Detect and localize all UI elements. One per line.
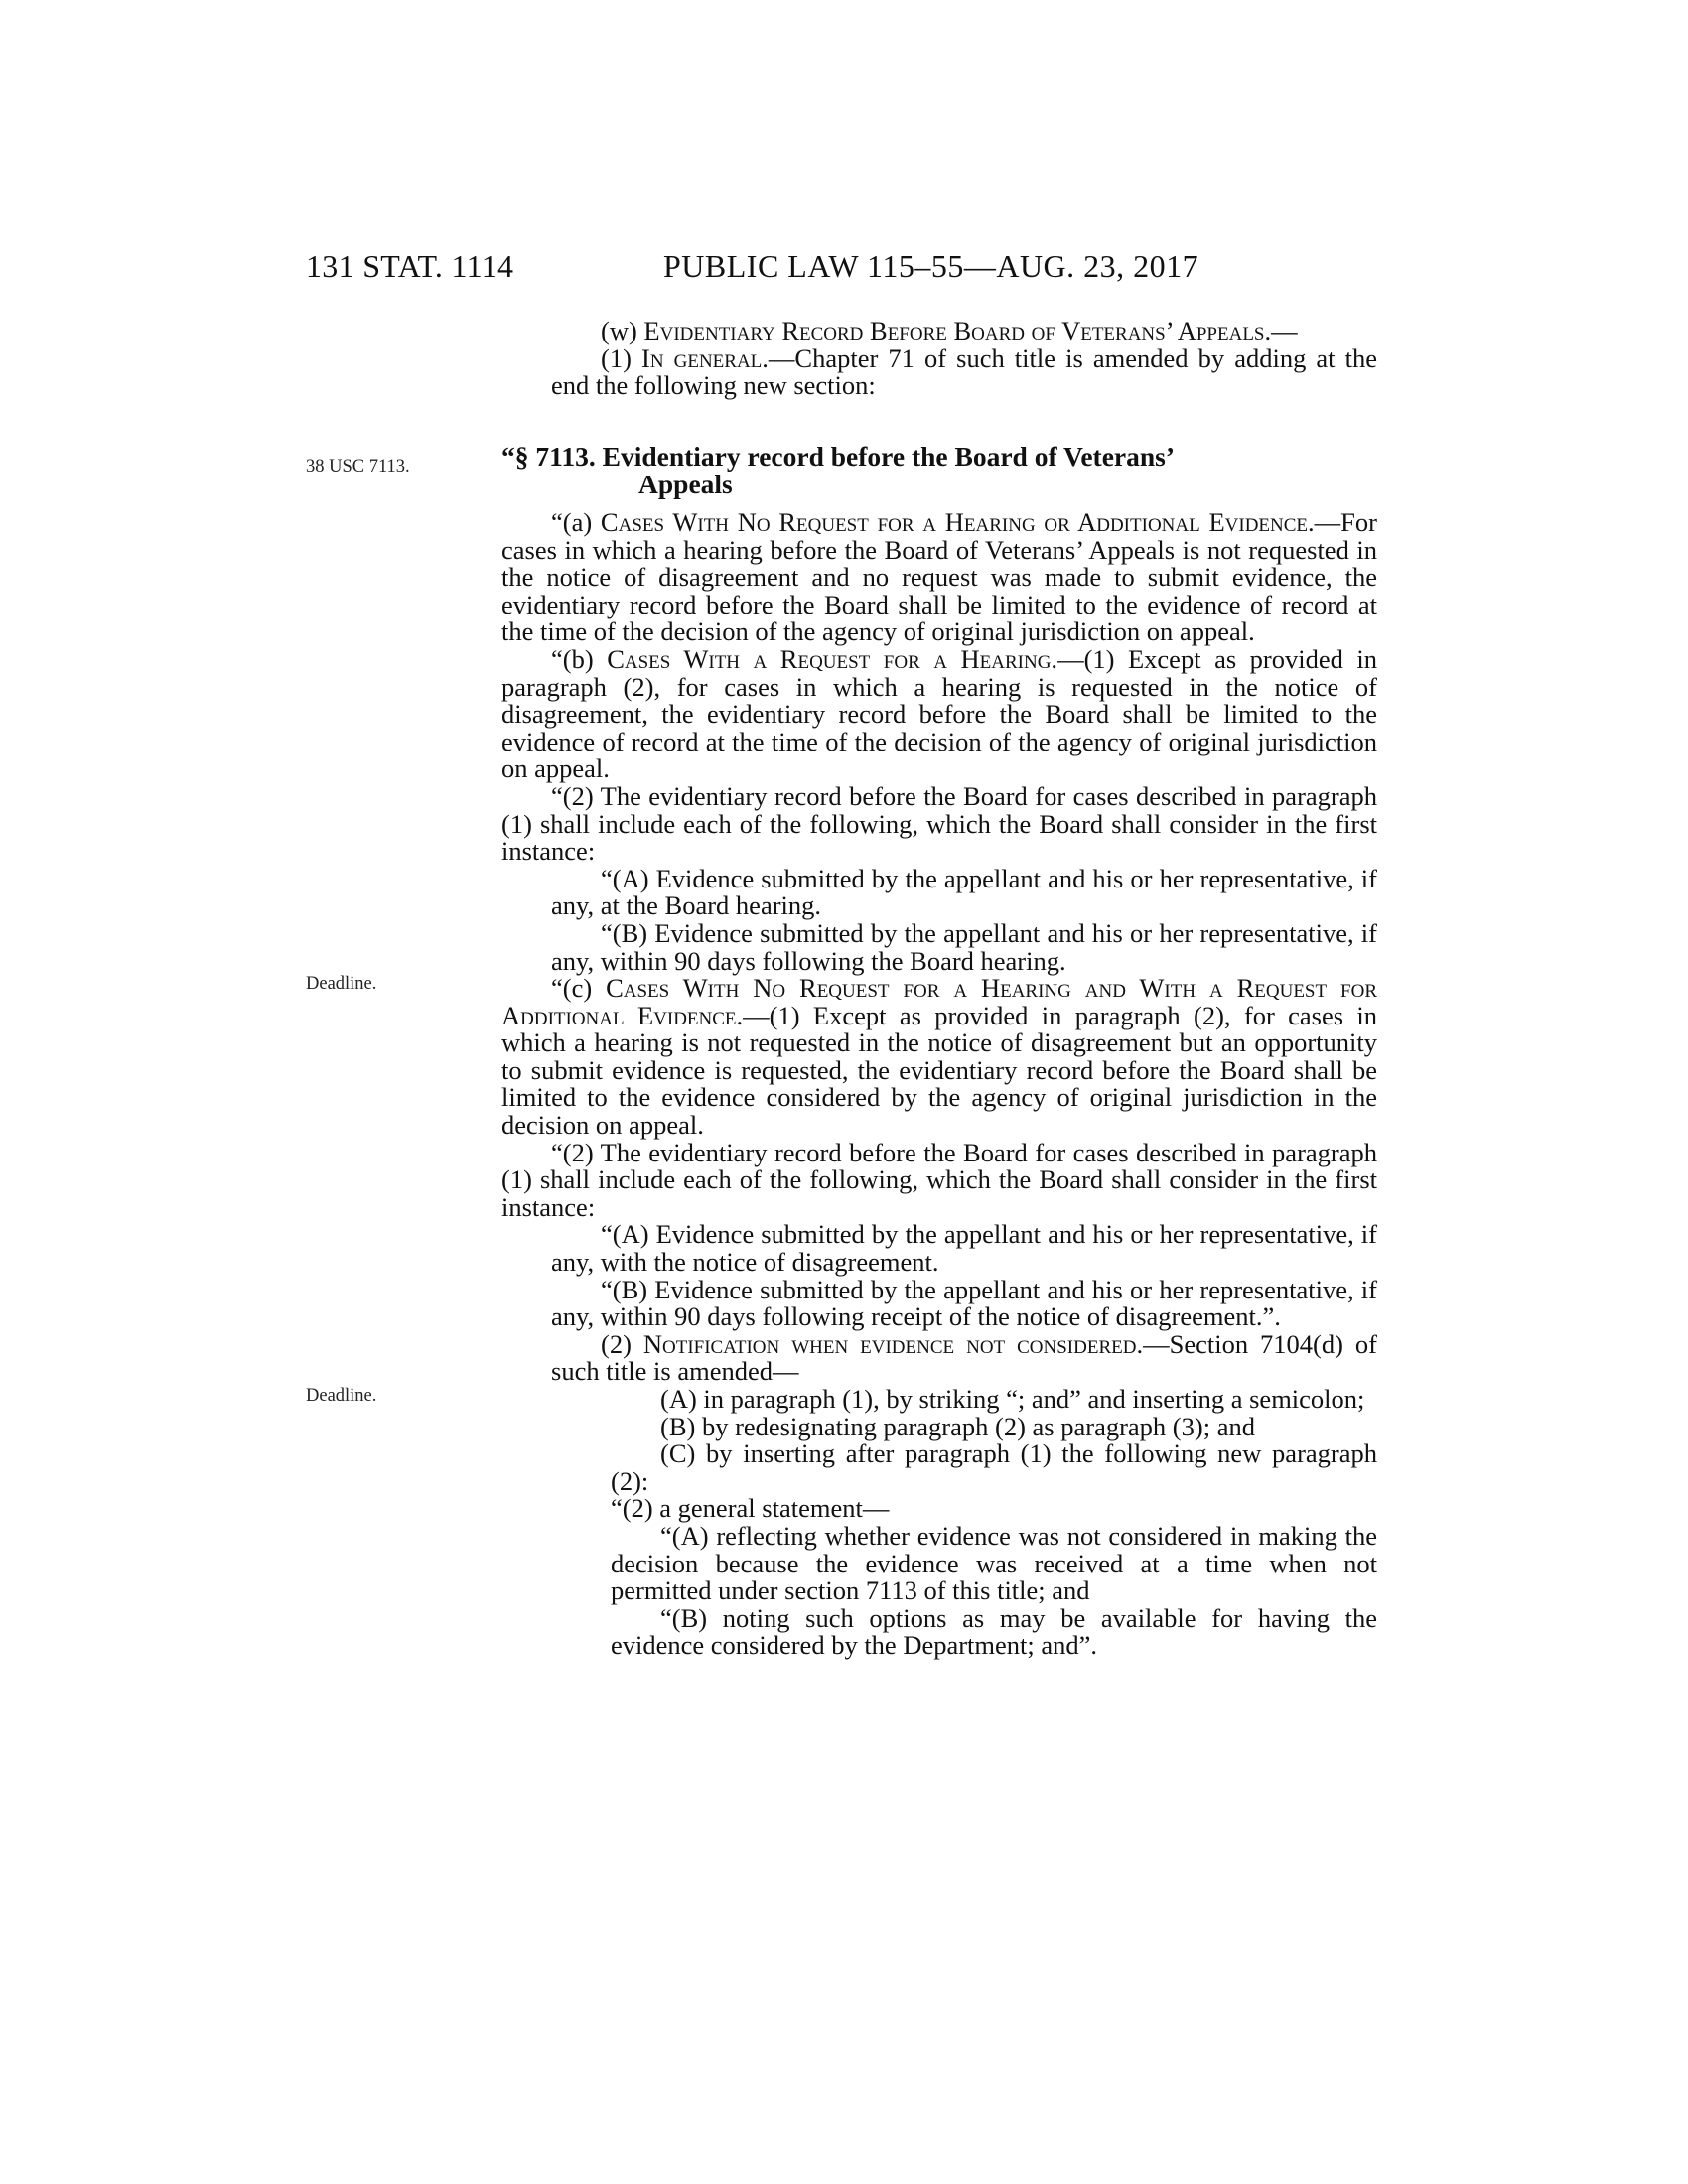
subsection-b-item-b: “(B) Evidence submitted by the appellant and his or her representative, if any, within 90 days following the Board hearing. [551,917,1377,976]
margin-note-deadline: Deadline. [306,974,377,994]
subsection-a: “(a) Cases With No Request for a Hearing or Additional Evidence.—For cases in which a hearing before the Board of Veterans’ Appeals is not requested in the notice of disagreement and no request was made to submit evidence, the evidentiary record before the Board shall be limited to the evidence of record at the time of the decision of the agency of original jurisdiction on appeal. [501,507,1377,647]
subsection-b-paragraph-2: “(2) The evidentiary record before the Board for cases described in paragraph (1) shall include each of the following, which the Board shall consider in the first instance: [501,780,1377,867]
paragraph-notification: (2) Notification when evidence not considered.—Section 7104(d) of such title is amended— [551,1328,1377,1387]
paragraph-w-1: (1) In general.—Chapter 71 of such title is amended by adding at the end the following new section: [551,342,1378,401]
subsection-c: “(c) Cases With No Request for a Hearing and With a Request for Additional Evidence.—(1) Except as provided in paragraph (2), for cases in which a hearing is not requested in the notice of disagreement but an opportunity to submit evidence is requested, the evidentiary record before the Board shall be limited to the evidence considered by the agency of original jurisdiction in the decision on appeal. [501,973,1377,1141]
notification-item-b: (B) by redesignating paragraph (2) as paragraph (3); and [660,1411,1255,1441]
notification-item-a: (A) in paragraph (1), by striking “; and” and inserting a semicolon; [660,1384,1365,1414]
quoted-item-a: “(A) reflecting whether evidence was not considered in making the decision because the evidence was received at a time when not permitted under section 7113 of this title; and [611,1520,1377,1606]
margin-note-usc: 38 USC 7113. [306,457,410,477]
quoted-item-b: “(B) noting such options as may be available for having the evidence considered by the Department; and”. [611,1602,1377,1661]
running-title: PUBLIC LAW 115–55—AUG. 23, 2017 [663,248,1199,284]
notification-item-c: (C) by inserting after paragraph (1) the following new paragraph (2): [611,1438,1377,1496]
subsection-c-item-a: “(A) Evidence submitted by the appellant and his or her representative, if any, with the notice of disagreement. [551,1219,1377,1278]
stat-citation: 131 STAT. 1114 [306,248,514,284]
section-body [501,509,1377,1660]
subsection-w-heading: (w) Evidentiary Record Before Board of Veterans’ Appeals.— [601,316,1298,345]
quoted-paragraph-2: “(2) a general statement— [611,1493,890,1524]
margin-note-deadline: Deadline. [306,1386,377,1406]
subsection-c-item-b: “(B) Evidence submitted by the appellant and his or her representative, if any, within 90 days following receipt of the notice of disagreement.”. [551,1274,1377,1332]
subsection-w [501,318,1377,400]
subsection-c-paragraph-2: “(2) The evidentiary record before the Board for cases described in paragraph (1) shall include each of the following, which the Board shall consider in the first instance: [501,1137,1377,1222]
subsection-b-item-a: “(A) Evidence submitted by the appellant and his or her representative, if any, at the Board hearing. [551,863,1377,921]
subsection-b: “(b) Cases With a Request for a Hearing.—(1) Except as provided in paragraph (2), for cases in which a hearing is requested in the notice of disagreement, the evidentiary record before the Board shall be limited to the evidence of record at the time of the decision of the agency of original jurisdiction on appeal. [501,643,1377,784]
section-title: “§ 7113. Evidentiary record before the Board of Veterans’ Appeals [501,441,1176,499]
